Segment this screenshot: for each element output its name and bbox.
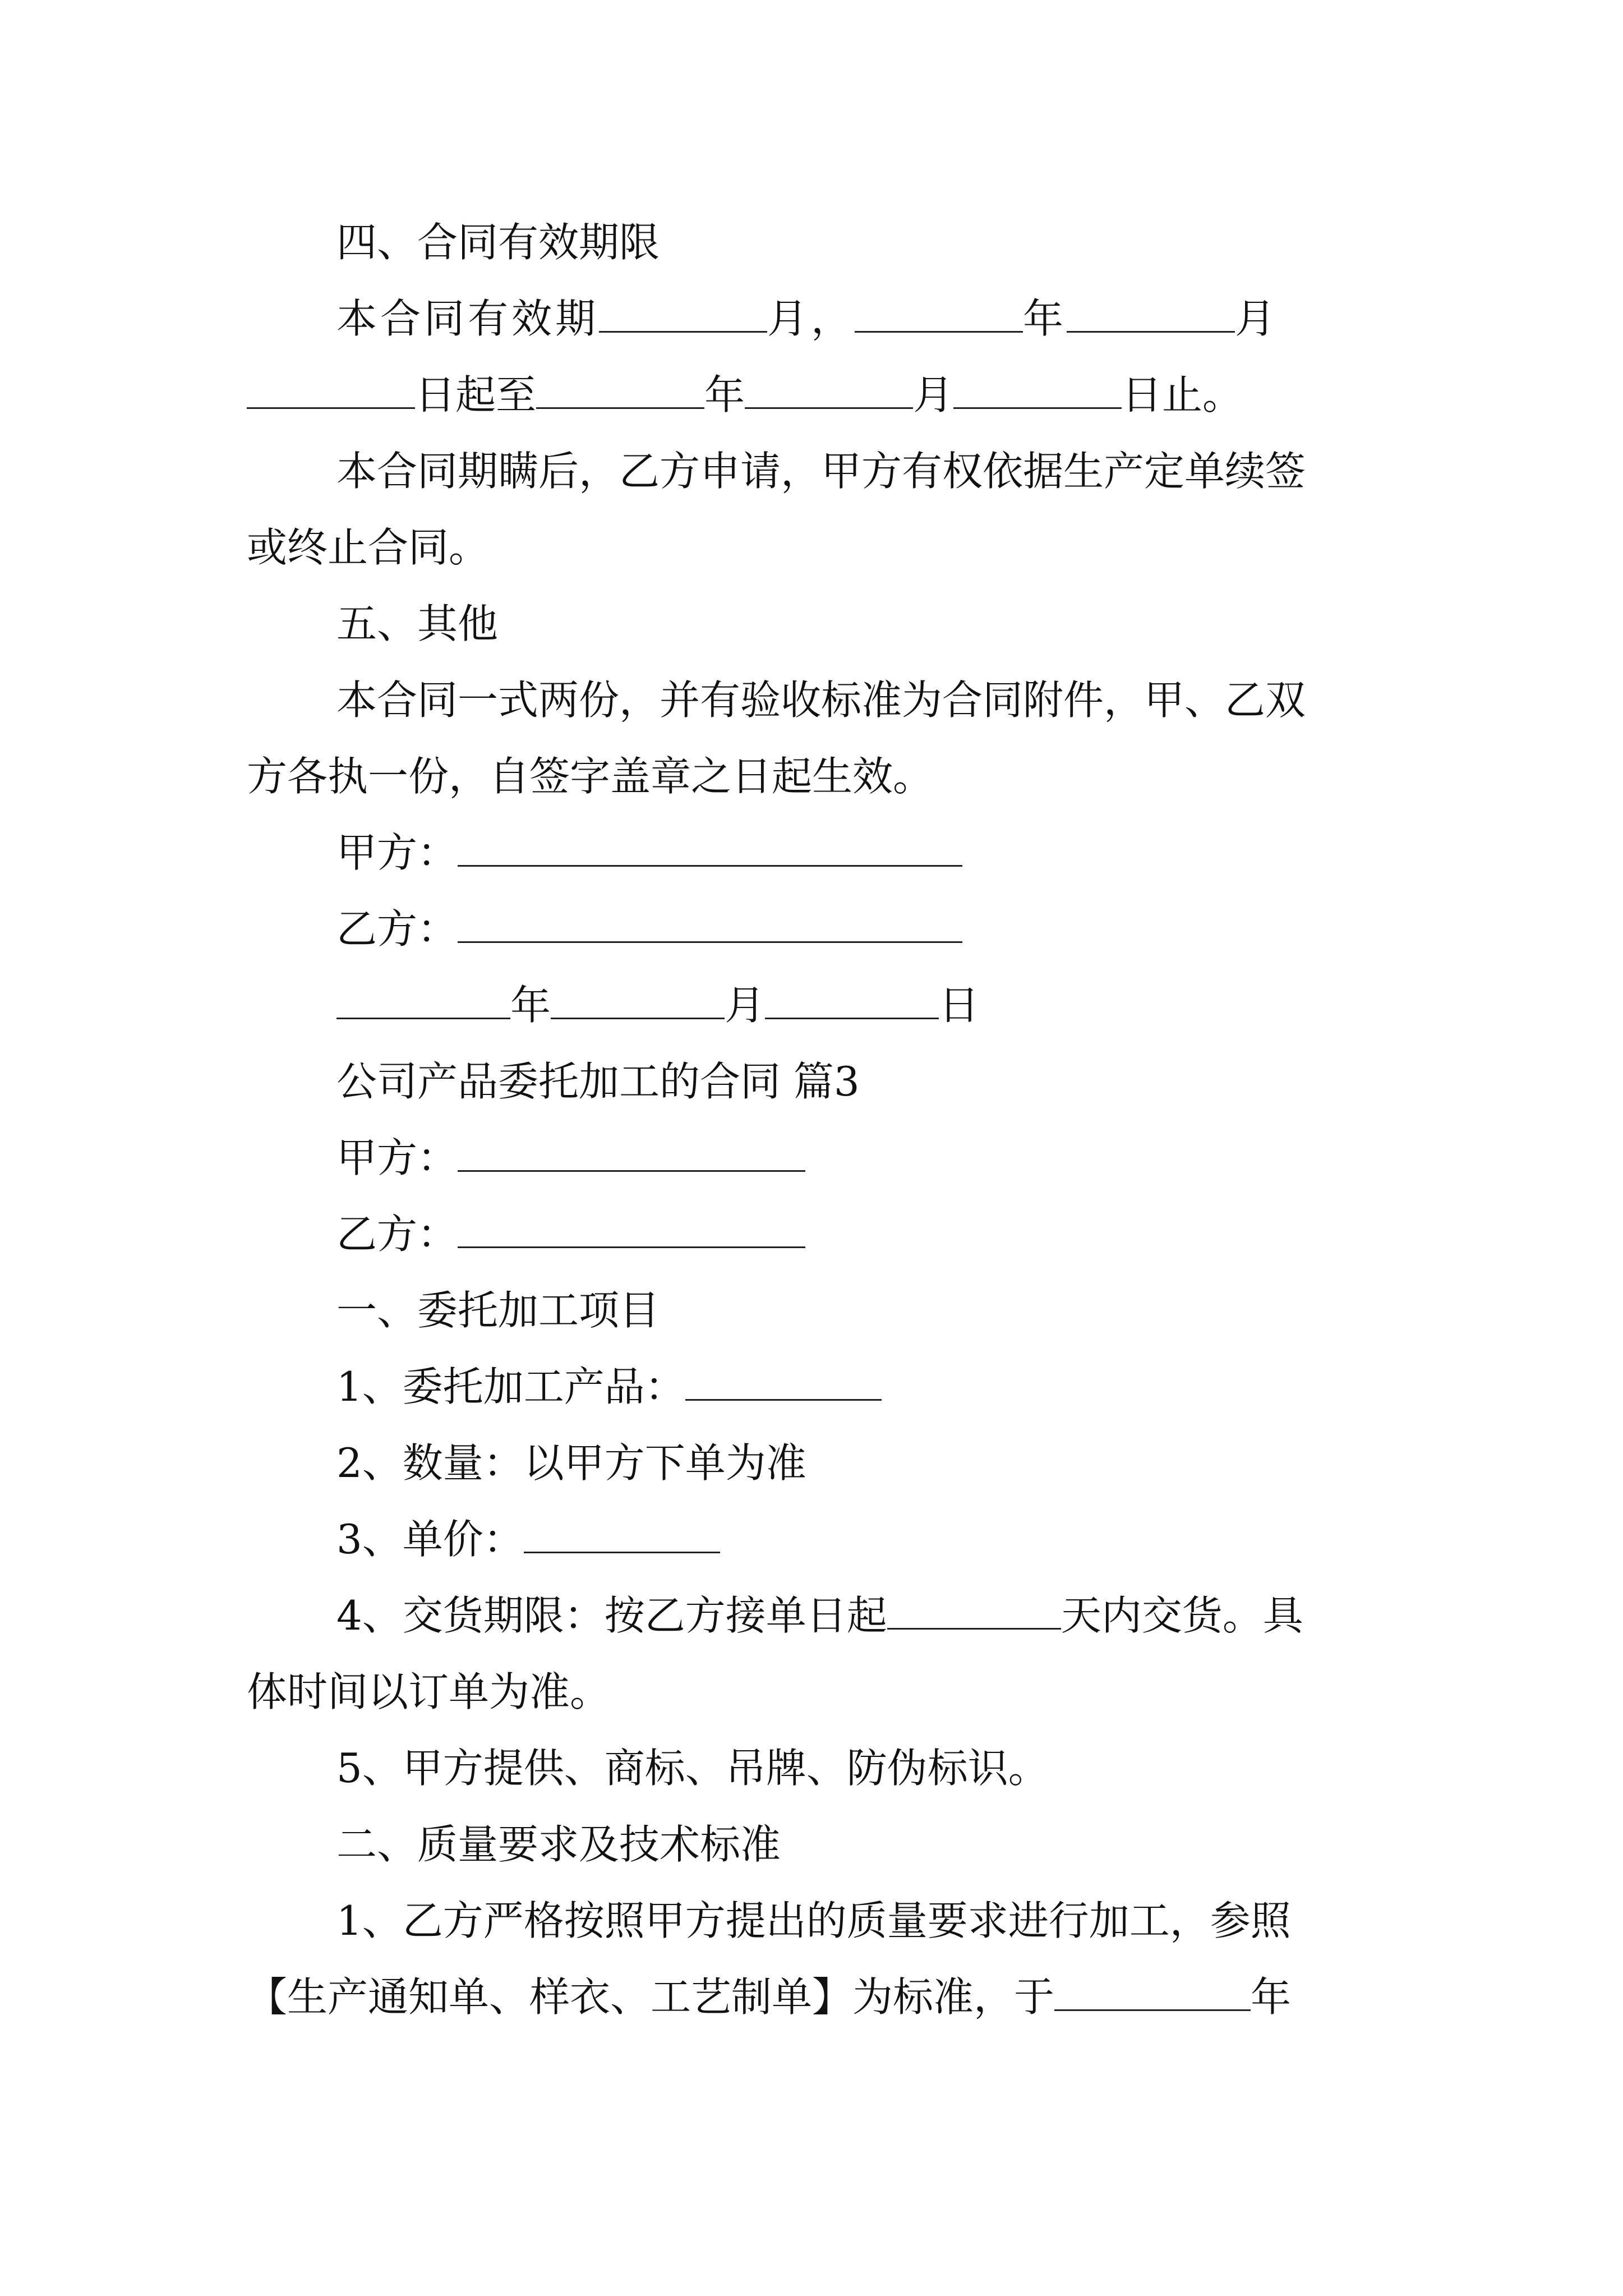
party-a-field[interactable]	[458, 830, 962, 867]
item-line	[247, 1741, 1481, 1797]
text: 本合同一式两份，并有验收标准为合同附件，甲、乙双	[336, 677, 1306, 724]
section-heading-4	[247, 215, 1481, 272]
blank-field[interactable]	[1067, 296, 1235, 333]
section-heading-1	[247, 1283, 1481, 1340]
text: 体时间以订单为准。	[247, 1668, 611, 1715]
text: 或终止合同。	[247, 524, 490, 571]
paragraph-line	[247, 673, 1481, 729]
paragraph-line	[247, 368, 1391, 424]
party-b-field[interactable]	[458, 907, 962, 943]
text: 五、其他	[336, 600, 499, 647]
text: 月，	[767, 295, 855, 342]
paragraph-line	[247, 1970, 1391, 2026]
text: 方各执一份，自签字盖章之日起生效。	[247, 753, 934, 800]
paragraph-line	[247, 444, 1481, 500]
paragraph-line	[247, 749, 1391, 806]
text: 年	[510, 982, 551, 1029]
text: 乙方：	[336, 1211, 458, 1258]
paragraph-line	[247, 1894, 1481, 1950]
text: 月	[725, 982, 766, 1029]
text: 2、数量：以甲方下单为准	[336, 1439, 806, 1487]
contract-title	[247, 1055, 1481, 1111]
blank-field[interactable]	[551, 983, 725, 1019]
item-line	[247, 1589, 1481, 1645]
text: 月	[1235, 295, 1279, 342]
text: 一、委托加工项目	[336, 1287, 660, 1334]
text: 日止。	[1122, 371, 1243, 418]
blank-field[interactable]	[765, 983, 939, 1019]
text: 年	[1251, 1973, 1292, 2021]
item-line	[247, 1512, 1481, 1568]
text: 4、交货期限：按乙方接单日起	[336, 1592, 887, 1639]
text: 年	[1023, 295, 1067, 342]
delivery-days-field[interactable]	[887, 1593, 1061, 1630]
unit-price-field[interactable]	[524, 1517, 720, 1553]
blank-field[interactable]	[247, 372, 415, 409]
item-line	[247, 1436, 1481, 1492]
date-line	[247, 978, 1481, 1034]
blank-field[interactable]	[336, 983, 510, 1019]
text: 二、质量要求及技术标准	[336, 1821, 781, 1868]
text: 天内交货。具	[1061, 1592, 1303, 1639]
blank-field[interactable]	[536, 372, 704, 409]
text: 四、合同有效期限	[336, 219, 660, 266]
text: 公司产品委托加工的合同 篇3	[336, 1058, 860, 1105]
paragraph-line	[247, 521, 1391, 577]
text: 年	[704, 371, 745, 418]
paragraph-line	[247, 1665, 1391, 1721]
text: 日起至	[415, 371, 537, 418]
blank-field[interactable]	[855, 296, 1023, 333]
item-line	[247, 1360, 1481, 1416]
text: 1、委托加工产品：	[336, 1363, 685, 1410]
section-heading-5	[247, 597, 1481, 653]
text: 5、甲方提供、商标、吊牌、防伪标识。	[336, 1745, 1049, 1792]
text: 【生产通知单、样衣、工艺制单】为标准，于	[247, 1973, 1055, 2021]
product-field[interactable]	[685, 1364, 882, 1401]
blank-field[interactable]	[745, 372, 913, 409]
text: 本合同有效期	[336, 295, 600, 342]
text: 3、单价：	[336, 1516, 524, 1563]
text: 乙方：	[336, 905, 458, 953]
text: 本合同期瞒后，乙方申请，甲方有权依据生产定单续签	[336, 448, 1306, 495]
party-a-line	[247, 1131, 1481, 1187]
blank-field[interactable]	[599, 296, 767, 333]
text: 月	[913, 371, 954, 418]
blank-field[interactable]	[1054, 1975, 1251, 2011]
paragraph-line	[247, 292, 1481, 348]
party-a-signature-line	[247, 826, 1481, 882]
party-b-signature-line	[247, 902, 1481, 958]
section-heading-2	[247, 1818, 1481, 1874]
text: 甲方：	[336, 1134, 458, 1181]
blank-field[interactable]	[953, 372, 1122, 409]
text: 甲方：	[336, 829, 458, 876]
party-b-line	[247, 1207, 1481, 1263]
party-b-field[interactable]	[458, 1212, 805, 1248]
party-a-field[interactable]	[458, 1135, 805, 1172]
text: 1、乙方严格按照甲方提出的质量要求进行加工，参照	[336, 1897, 1291, 1944]
text: 日	[939, 982, 980, 1029]
